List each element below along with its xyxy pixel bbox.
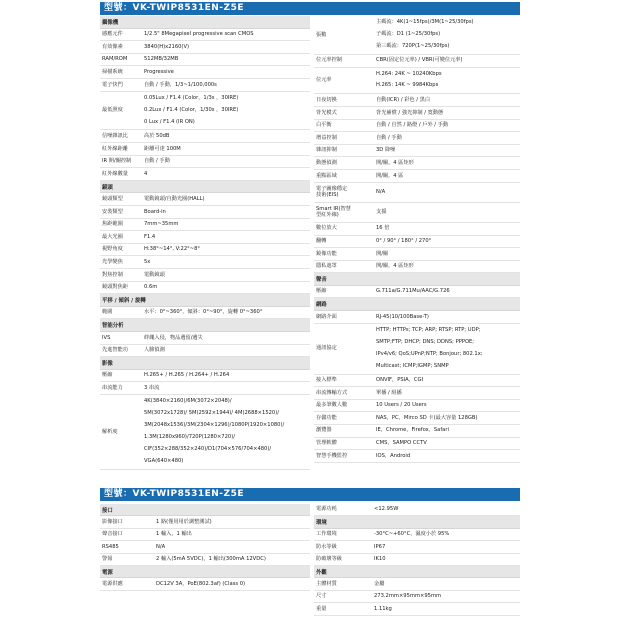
spec-value: 3D 降噪 xyxy=(376,147,396,154)
spec-value-line: CIF(352×288/352×240)/D1(704×576/704×480)/ xyxy=(144,445,272,452)
spec-key xyxy=(314,206,374,219)
spec-row xyxy=(100,516,310,528)
spec-value xyxy=(374,325,520,373)
spec-value: <12.95W xyxy=(374,506,399,513)
spec-row xyxy=(314,157,520,170)
spec-row xyxy=(314,170,520,183)
spec-row xyxy=(314,68,520,95)
spec-value-line: 0.05Lux / F1.4 (Color，1/3s ，30IRE) xyxy=(144,94,239,101)
spec-value-line: IPv4/v6; QoS;UPnP;NTP; Bonjour; 802.1x; xyxy=(376,350,483,357)
spec-key: 視野角度 xyxy=(102,246,123,253)
spec-value-line: HTTP; HTTPs; TCP; ARP; RTSP; RTP; UDP; xyxy=(376,326,481,333)
spec-value: 512MB/32MB xyxy=(144,56,179,63)
section-header: 接口 xyxy=(100,504,310,516)
section-header: 影像 xyxy=(100,357,310,370)
spec-value-line: 0 Lux / F1.4 (IR ON) xyxy=(144,118,195,125)
spec-value: 背光補償 / 強光抑制 / 寬動態 xyxy=(376,109,444,116)
spec-key: 壓縮 xyxy=(102,372,113,379)
spec-value: 人臉偵測 xyxy=(144,347,165,354)
spec-value: 自動 / 手動 xyxy=(144,158,170,165)
spec-key: RS485 xyxy=(102,543,119,550)
spec-value xyxy=(374,17,520,53)
spec-value: -30°C~+60°C，濕度小於 95% xyxy=(374,531,450,538)
spec-key: 焦距範圍 xyxy=(102,221,123,228)
spec-row xyxy=(100,54,310,67)
spec-value-line: 0.2Lux / F1.4 (Color，1/30s ，30IRE) xyxy=(144,106,239,113)
spec-value: 3840(H)x2160(V) xyxy=(144,43,190,50)
spec-value: 自動 / 自然 / 路燈 / 戶外 / 手動 xyxy=(376,122,449,129)
spec-value: RJ-45(10/100Base-T) xyxy=(376,313,429,320)
spec-key: 有效像素 xyxy=(102,43,123,50)
spec-key: 警報 xyxy=(102,556,113,562)
spec-row xyxy=(100,66,310,79)
spec-value: 0.6m xyxy=(144,284,158,291)
spec-value: IK10 xyxy=(374,556,386,562)
spec-value: 開/關，4 區矩形 xyxy=(376,159,414,166)
spec-row xyxy=(100,244,310,257)
spec-row xyxy=(314,438,520,451)
spec-row xyxy=(100,269,310,282)
spec-key: 隱私遮罩 xyxy=(316,263,337,270)
spec-key: 數位放大 xyxy=(316,225,337,232)
spec-row xyxy=(314,236,520,249)
spec-key: 最多筆數人數 xyxy=(316,402,348,409)
spec-row xyxy=(314,145,520,158)
spec-key: 尺寸 xyxy=(316,593,327,600)
spec-value: 水平：0°~360°，傾斜：0°~90°，旋轉 0°~360° xyxy=(144,309,263,316)
spec-row xyxy=(100,168,310,181)
spec-value: IOS，Android xyxy=(376,452,411,459)
spec-value-line: VGA(640×480) xyxy=(144,457,184,464)
spec-key: 日夜切換 xyxy=(316,96,337,103)
spec-value: 1.11kg xyxy=(374,605,392,612)
spec-value-line: 主碼流：4K(1~15fps)/3M(1~25/30fps) xyxy=(376,19,474,25)
spec-key: 智慧手機監控 xyxy=(316,452,348,459)
spec-key: RAM/ROM xyxy=(102,56,128,63)
spec-value: 4 xyxy=(144,170,148,177)
spec-value-line: Multicast; ICMP;IGMP; SNMP xyxy=(376,362,449,369)
spec-value-line: 3M(2048x1536)/3M(2304×1296)/1080P(1920×1080)/ xyxy=(144,421,285,428)
spec-row xyxy=(314,248,520,261)
spec-value: CMS，SAMPO CCTV xyxy=(376,440,427,447)
spec-row xyxy=(100,219,310,232)
spec-key: 解析度 xyxy=(102,428,118,435)
spec-key: 壓縮 xyxy=(316,288,327,295)
spec-row xyxy=(314,529,520,541)
spec-value: F1.4 xyxy=(144,233,156,240)
spec-value-line: H.265: 14K ~ 9984Kbps xyxy=(376,82,439,89)
spec-row xyxy=(314,183,520,203)
spec-row xyxy=(100,529,310,541)
section-header: 電源 xyxy=(100,566,310,578)
spec-value: 7mm~35mm xyxy=(144,221,179,228)
spec-key: 主體材質 xyxy=(316,580,337,587)
spec-value: 支援 xyxy=(376,209,387,216)
spec-value: 自動(ICR) / 彩色 / 黑白 xyxy=(376,96,431,103)
spec-value: 16 倍 xyxy=(376,225,390,232)
spec-value: 距離可達 100M xyxy=(144,145,181,152)
spec-value: 自動 / 手動 xyxy=(376,134,402,141)
spec-value-line: 1.3M(1280x960)/720P(1280×720)/ xyxy=(144,433,235,440)
bottom-right-spec-table xyxy=(314,504,520,616)
spec-value: 開/關，4 區矩形 xyxy=(376,263,414,270)
spec-row xyxy=(314,603,520,615)
section-header: 網路 xyxy=(314,298,520,311)
spec-key-line: Smart IR(智慧 xyxy=(316,205,351,212)
spec-key: 影像接口 xyxy=(102,518,123,525)
spec-value-line: H.264: 24K ~ 10240Kbps xyxy=(376,70,442,77)
spec-key: 紅外線距離 xyxy=(102,145,128,152)
spec-row xyxy=(100,156,310,169)
section-header: 攝像機 xyxy=(100,16,310,29)
spec-key: 聲音接口 xyxy=(102,531,123,538)
spec-value: 1 路(僅用用於調整測試) xyxy=(156,518,212,525)
spec-value: H.265+ / H.265 / H.264+ / H.264 xyxy=(144,372,230,379)
spec-row xyxy=(100,541,310,553)
spec-key: 信噪雜訊比 xyxy=(102,133,128,140)
section-header: 外觀 xyxy=(314,566,520,578)
spec-value: 絆繩入侵，物品遺留/遺失 xyxy=(144,334,203,341)
spec-row xyxy=(314,504,520,516)
spec-key: 最低照度 xyxy=(102,107,123,114)
spec-key: 動態偵測 xyxy=(316,159,337,166)
spec-row xyxy=(314,324,520,375)
spec-row xyxy=(314,591,520,603)
spec-row xyxy=(100,395,310,470)
spec-value: G.711a/G.711Mu/AAC/G.726 xyxy=(376,288,450,295)
spec-key: 光學變焦 xyxy=(102,258,123,265)
spec-key: 安裝類型 xyxy=(102,208,123,215)
spec-row xyxy=(314,541,520,553)
spec-value: N/A xyxy=(376,188,386,195)
spec-value xyxy=(142,396,310,468)
spec-key: 防破壞等級 xyxy=(316,556,342,562)
spec-row xyxy=(314,203,520,223)
spec-value: NAS，PC，Mirco SD 卡(最大容量 128GB) xyxy=(376,414,478,421)
bottom-model-title: 型號：VK-TWIP8531EN-Z5E xyxy=(100,488,520,501)
spec-row xyxy=(314,311,520,324)
spec-value: 金屬 xyxy=(374,580,385,587)
spec-key: 張數 xyxy=(316,31,327,38)
spec-row xyxy=(100,554,310,566)
spec-row xyxy=(314,120,520,133)
spec-row xyxy=(100,345,310,358)
section-header: 智能分析 xyxy=(100,319,310,332)
spec-value: 自動 / 手動，1/3~1/100,000s xyxy=(144,81,217,88)
spec-key: 電子快門 xyxy=(102,81,123,88)
spec-key: 紅外線數量 xyxy=(102,170,128,177)
spec-value: IP67 xyxy=(374,543,386,550)
spec-key: 先進智能功 xyxy=(102,347,128,354)
spec-row xyxy=(314,223,520,236)
spec-row xyxy=(100,206,310,219)
spec-key: 最大光圈 xyxy=(102,233,123,240)
spec-key: 網路介面 xyxy=(316,313,337,320)
spec-value-line: SMTP;FTP; DHCP; DNS; DDNS; PPPOE; xyxy=(376,338,475,345)
section-header: 環境 xyxy=(314,516,520,528)
spec-key: 位元率控制 xyxy=(316,57,342,64)
spec-value: H:38°~14°, V:22°~8° xyxy=(144,246,200,253)
spec-row xyxy=(314,286,520,299)
spec-row xyxy=(100,29,310,42)
spec-value: 5x xyxy=(144,258,151,265)
spec-value-line: 5M(3072x1728)/ 5M(2592×1944)/ 4M(2688×1520)/ xyxy=(144,409,279,416)
spec-row xyxy=(314,554,520,566)
spec-key: 掃描系統 xyxy=(102,68,123,75)
spec-row xyxy=(100,307,310,320)
spec-key: 串流能力 xyxy=(102,384,123,391)
spec-row xyxy=(314,450,520,463)
spec-key: 工作環境 xyxy=(316,531,337,538)
spec-key: 雜訊抑制 xyxy=(316,147,337,154)
spec-value-line: 第三碼流：720P(1~25/30fps) xyxy=(376,42,450,49)
spec-value: 電動鏡頭/自動光圈(HALL) xyxy=(144,195,205,202)
spec-row xyxy=(100,41,310,54)
spec-value: IE，Chrome，Firefox，Safari xyxy=(376,427,449,434)
spec-row xyxy=(314,55,520,68)
spec-value: 單播 / 組播 xyxy=(376,389,402,396)
spec-value: Board-in xyxy=(144,208,166,215)
spec-key: 瀏覽器 xyxy=(316,427,332,434)
spec-row xyxy=(314,16,520,55)
spec-key: 背光模式 xyxy=(316,109,337,116)
spec-key: 重點區域 xyxy=(316,172,337,179)
spec-key: 通訊協定 xyxy=(316,345,337,352)
section-header: 聲音 xyxy=(314,273,520,286)
spec-key: 接入標準 xyxy=(316,377,337,384)
spec-key: IVS xyxy=(102,334,111,341)
spec-value-line: 子碼流：D1 (1~25/30fps) xyxy=(376,30,441,37)
spec-value: ONVIF，PSIA，CGI xyxy=(376,377,424,384)
spec-key-line: 技術(EIS) xyxy=(316,192,339,199)
spec-row xyxy=(100,282,310,295)
spec-value: 開/關 xyxy=(376,250,389,257)
section-header: 鏡頭 xyxy=(100,181,310,194)
spec-row xyxy=(100,92,310,131)
spec-row xyxy=(100,79,310,92)
spec-value: 273.2mm×95mm×95mm xyxy=(374,593,442,600)
spec-row xyxy=(100,370,310,383)
spec-row xyxy=(100,143,310,156)
spec-row xyxy=(314,375,520,388)
spec-row xyxy=(100,193,310,206)
spec-value: 3 串流 xyxy=(144,384,160,391)
spec-key: 增益控制 xyxy=(316,134,337,141)
spec-value: CBR(固定位元率) / VBR(可變位元率) xyxy=(376,57,463,64)
spec-row xyxy=(314,387,520,400)
top-model-title: 型號：VK-TWIP8531EN-Z5E xyxy=(100,2,520,15)
spec-value: DC12V 3A，PoE(802.3af) (Class 0) xyxy=(156,580,246,587)
spec-key: 鏡頭對焦距 xyxy=(102,284,128,291)
spec-value: 2 輸入(5mA 5VDC)，1 輸出(300mA 12VDC) xyxy=(156,556,266,562)
spec-row xyxy=(314,578,520,590)
spec-key: 鏡像功能 xyxy=(316,250,337,257)
top-right-spec-table xyxy=(314,16,520,463)
spec-key-line: 型紅外線) xyxy=(316,212,339,219)
spec-row xyxy=(314,261,520,274)
spec-row xyxy=(314,107,520,120)
spec-value: 電動鏡頭 xyxy=(144,271,165,278)
spec-key: 翻轉 xyxy=(316,238,327,245)
spec-row xyxy=(314,425,520,438)
spec-value-line: 4K(3840×2160)/6M(3072×2048)/ xyxy=(144,397,232,404)
spec-key: 防水等級 xyxy=(316,543,337,550)
spec-key: 鏡頭類型 xyxy=(102,195,123,202)
section-header: 平移 / 傾斜 / 旋轉 xyxy=(100,294,310,307)
spec-value: 0° / 90° / 180° / 270° xyxy=(376,238,432,245)
spec-value xyxy=(142,93,310,129)
spec-value: N/A xyxy=(156,543,166,550)
spec-row xyxy=(100,332,310,345)
spec-key: 存儲功能 xyxy=(316,414,337,421)
spec-row xyxy=(100,231,310,244)
bottom-left-spec-table xyxy=(100,504,310,591)
spec-row xyxy=(314,412,520,425)
spec-key: 串流傳輸方式 xyxy=(316,389,348,396)
spec-row xyxy=(314,94,520,107)
spec-row xyxy=(314,400,520,413)
spec-key: 對焦控制 xyxy=(102,271,123,278)
spec-key-line: 電子圖像穩定 xyxy=(316,185,348,192)
spec-value: 開/關，4 區 xyxy=(376,172,404,179)
spec-key: 感應元件 xyxy=(102,31,123,38)
spec-key: 範圍 xyxy=(102,309,113,316)
spec-value: Progressive xyxy=(144,68,174,75)
spec-value: 10 Users / 20 Users xyxy=(376,402,427,409)
spec-key: 重量 xyxy=(316,605,327,612)
spec-row xyxy=(100,382,310,395)
spec-value xyxy=(374,69,520,93)
spec-key xyxy=(314,186,374,199)
spec-key: 位元率 xyxy=(316,77,332,84)
top-left-spec-table xyxy=(100,16,310,470)
spec-row xyxy=(314,132,520,145)
spec-value: 1 輸入，1 輸出 xyxy=(156,531,192,538)
spec-key: 白平衡 xyxy=(316,122,332,129)
spec-value: 高於 50dB xyxy=(144,133,170,140)
spec-key: 電源供應 xyxy=(102,580,123,587)
spec-key: 管理軟體 xyxy=(316,440,337,447)
spec-key: 電源功耗 xyxy=(316,506,337,513)
spec-key: IR 開/關控制 xyxy=(102,158,132,165)
spec-row xyxy=(100,256,310,269)
spec-value: 1/2.5" 8Megapixel progressive scan CMOS xyxy=(144,31,254,38)
spec-row xyxy=(100,578,310,590)
spec-row xyxy=(100,130,310,143)
